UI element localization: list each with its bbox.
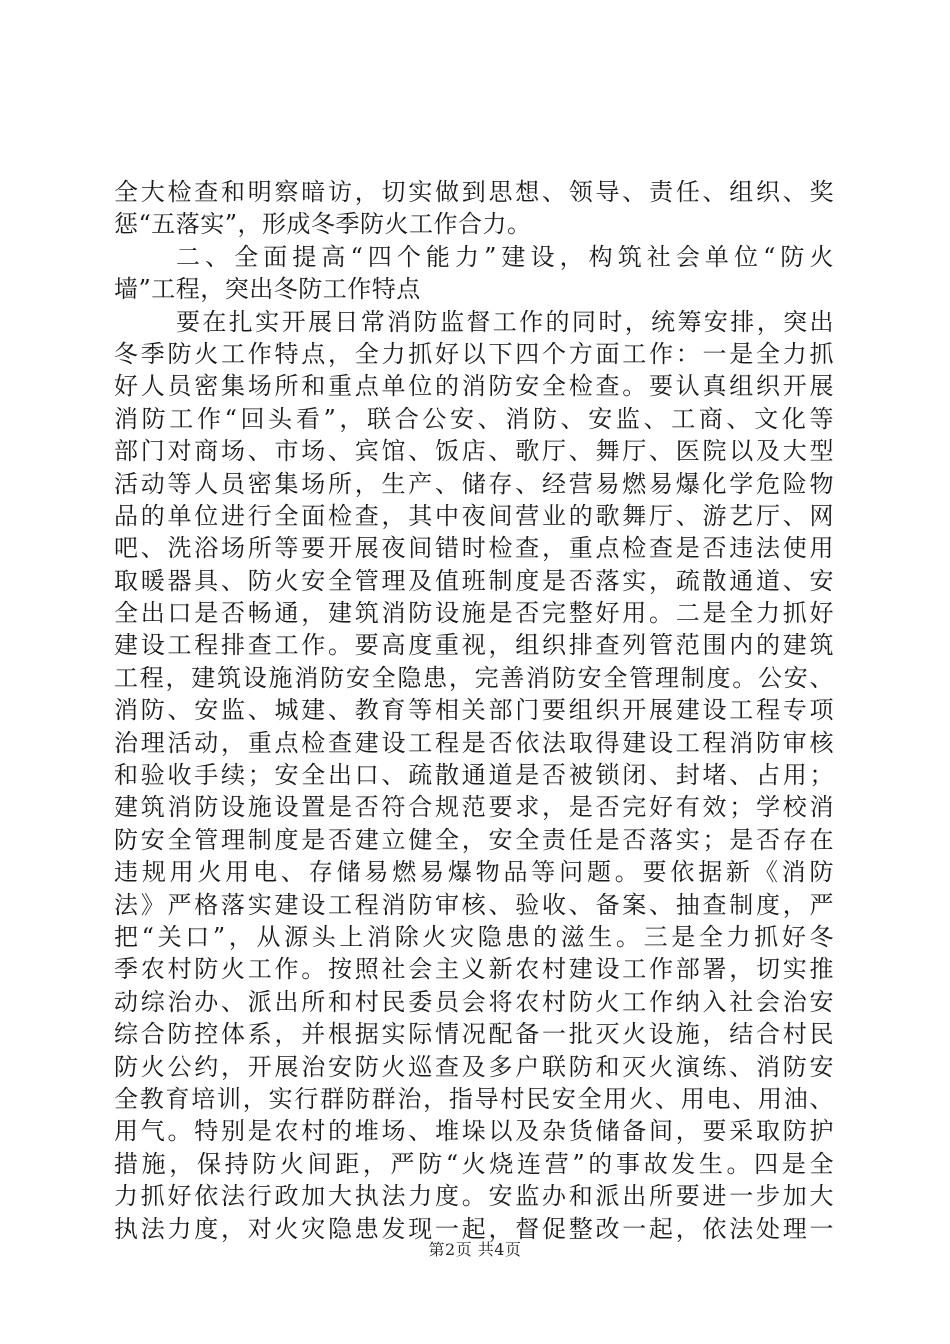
text-line: 部门对商场、市场、宾馆、饭店、歌厅、舞厅、医院以及大型 <box>114 437 834 466</box>
section-heading <box>114 241 834 306</box>
text-line: 措施，保持防火间距，严防“火烧连营”的事故发生。四是全 <box>114 1149 834 1178</box>
text-line: 违规用火用电、存储易燃易爆物品等问题。要依据新《消防 <box>114 858 834 887</box>
text-line: 把“关口”，从源头上消除火灾隐患的滋生。三是全力抓好冬 <box>114 922 834 951</box>
text-line: 二、全面提高“四个能力”建设，构筑社会单位“防火 <box>176 242 834 271</box>
text-line: 活动等人员密集场所，生产、储存、经营易燃易爆化学危险物 <box>114 469 834 498</box>
text-line: 全大检查和明察暗访，切实做到思想、领导、责任、组织、奖 <box>114 178 834 206</box>
text-line: 消防、安监、城建、教育等相关部门要组织开展建设工程专项 <box>114 696 834 725</box>
text-line: 好人员密集场所和重点单位的消防安全检查。要认真组织开展 <box>114 372 834 401</box>
text-line: 建筑消防设施设置是否符合规范要求，是否完好有效；学校消 <box>114 793 834 822</box>
text-line: 治理活动，重点检查建设工程是否依法取得建设工程消防审核 <box>114 728 834 757</box>
text-line: 执法力度，对火灾隐患发现一起，督促整改一起，依法处理一 <box>114 1214 834 1243</box>
text-line: 惩“五落实”，形成冬季防火工作合力。 <box>114 210 532 239</box>
text-line: 和验收手续；安全出口、疏散通道是否被锁闭、封堵、占用； <box>114 761 834 790</box>
text-line: 品的单位进行全面检查，其中夜间营业的歌舞厅、游艺厅、网 <box>114 501 834 530</box>
text-line: 动综治办、派出所和村民委员会将农村防火工作纳入社会治安 <box>114 987 834 1016</box>
text-line: 工程，建筑设施消防安全隐患，完善消防安全管理制度。公安、 <box>114 663 834 692</box>
text-line: 全教育培训，实行群防群治，指导村民安全用火、用电、用油、 <box>114 1084 834 1113</box>
text-line: 建设工程排查工作。要高度重视，组织排查列管范围内的建筑 <box>114 631 834 660</box>
paragraph <box>114 176 834 241</box>
text-line: 用气。特别是农村的堆场、堆垛以及杂货储备间，要采取防护 <box>114 1117 834 1146</box>
text-line: 墙”工程，突出冬防工作特点 <box>114 275 421 304</box>
text-line: 季农村防火工作。按照社会主义新农村建设工作部署，切实推 <box>114 955 834 984</box>
text-line: 冬季防火工作特点，全力抓好以下四个方面工作：一是全力抓 <box>114 339 834 368</box>
text-line: 要在扎实开展日常消防监督工作的同时，统筹安排，突出 <box>176 307 834 336</box>
text-line: 取暖器具、防火安全管理及值班制度是否落实，疏散通道、安 <box>114 566 834 595</box>
text-line: 防火公约，开展治安防火巡查及多户联防和灭火演练、消防安 <box>114 1052 834 1081</box>
text-line: 力抓好依法行政加大执法力度。安监办和派出所要进一步加大 <box>114 1182 834 1211</box>
text-line: 综合防控体系，并根据实际情况配备一批灭火设施，结合村民 <box>114 1020 834 1049</box>
text-line: 全出口是否畅通，建筑消防设施是否完整好用。二是全力抓好 <box>114 599 834 628</box>
text-line: 法》严格落实建设工程消防审核、验收、备案、抽查制度，严 <box>114 890 834 919</box>
document-body <box>114 176 834 1245</box>
text-line: 防安全管理制度是否建立健全，安全责任是否落实；是否存在 <box>114 825 834 854</box>
paragraph <box>114 306 834 1245</box>
text-line: 吧、洗浴场所等要开展夜间错时检查，重点检查是否违法使用 <box>114 534 834 563</box>
text-line: 消防工作“回头看”，联合公安、消防、安监、工商、文化等 <box>114 404 834 433</box>
page-number-footer: 第2页 共4页 <box>428 1240 522 1259</box>
